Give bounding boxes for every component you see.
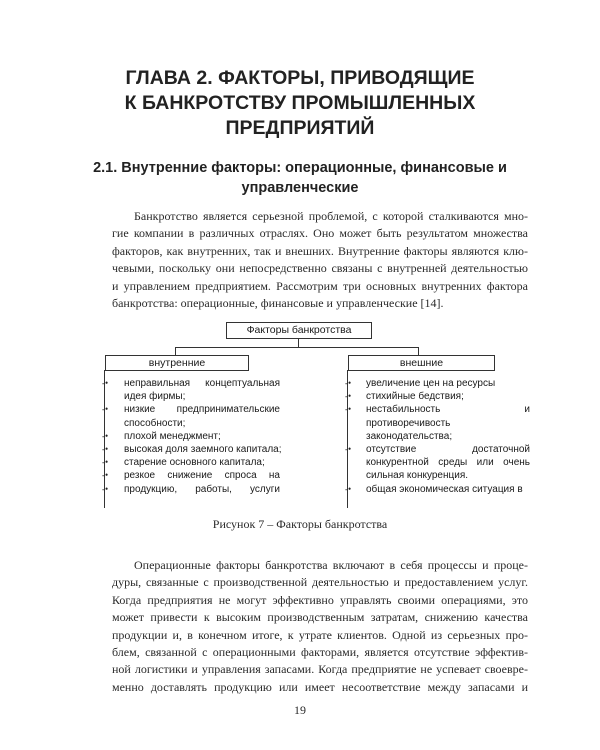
- external-list: [366, 377, 530, 496]
- list-item: общая экономическая ситуация в: [366, 483, 523, 495]
- bullet-arrow: -•: [102, 484, 109, 494]
- list-item: конкурентной среды или очень: [366, 457, 530, 469]
- list-item: старение основного капитала;: [124, 457, 265, 469]
- list-item: способности;: [124, 417, 186, 429]
- paragraph-line: может привести к высоким производственным затратам, снижению качества: [112, 610, 528, 625]
- chapter-title-line: ПРЕДПРИЯТИЙ: [225, 117, 375, 139]
- bullet-arrow: -•: [345, 444, 352, 454]
- chapter-title: [60, 66, 540, 141]
- root-label: Факторы банкротства: [246, 324, 352, 336]
- bullet-arrow: -•: [102, 470, 109, 480]
- paragraph-line: ной логистики и управления запасами. Когда предприятие не успевает своевре-: [112, 662, 528, 677]
- paragraph-line: Когда предприятия не могут эффективно управлять своими операциями, это: [112, 592, 528, 607]
- bullet-arrow: -•: [102, 444, 109, 454]
- figure-caption: Рисунок 7 – Факторы банкротства: [212, 517, 388, 531]
- paragraph-line: факторов, как внутренних, так и внешних. Внутренние факторы являются клю-: [112, 243, 528, 258]
- list-item: отсутствие достаточной: [366, 444, 530, 456]
- section-title-line: управленческие: [241, 180, 359, 196]
- internal-label: внутренние: [148, 357, 206, 369]
- list-item: увеличение цен на ресурсы: [366, 378, 496, 389]
- bullet-arrow: -•: [345, 378, 352, 388]
- paragraph-line: и управлением предприятием. Рассмотрим три основных внутренних фактора: [112, 278, 528, 293]
- external-label: внешние: [399, 357, 444, 369]
- list-item: высокая доля заемного капитала;: [124, 444, 282, 456]
- bullet-arrow: -•: [345, 404, 352, 414]
- intro-paragraph: [112, 208, 528, 312]
- list-item: низкие предпринимательские: [124, 404, 280, 416]
- section-title: [60, 158, 540, 198]
- bullet-arrow: -•: [345, 484, 352, 494]
- paragraph-line: менно доставлять продукцию или имеет несоответствие между запасами и: [112, 679, 528, 694]
- list-item: сильная конкуренция.: [366, 470, 469, 482]
- bullet-arrow: -•: [102, 431, 109, 441]
- paragraph-line: Банкротство является серьезной проблемой, с которой сталкиваются мно-: [134, 209, 528, 223]
- list-item: продукцию, работы, услуги: [124, 483, 280, 495]
- section-title-line: 2.1. Внутренние факторы: операционные, финансовые и: [93, 160, 507, 176]
- list-item: нестабильность и: [366, 404, 530, 416]
- bullet-arrow: -•: [102, 457, 109, 467]
- paragraph-line: продукции и, в конечном итоге, к утрате клиентов. Одной из серьезных про-: [112, 627, 528, 642]
- paragraph-line: дуры, связанные с производственной деятельностью и предоставлением услуг.: [112, 575, 528, 590]
- paragraph-line: блем, связанной с операционными факторами, является отсутствие эффектив-: [112, 645, 528, 660]
- list-item: законодательства;: [366, 430, 453, 442]
- external-box: [348, 355, 495, 371]
- paragraph-line: гие компании в различных отраслях. Оно может быть результатом множества: [112, 226, 528, 241]
- list-item: неправильная концептуальная: [124, 378, 280, 389]
- root-box: [226, 322, 372, 339]
- list-item: противоречивость: [366, 417, 451, 429]
- body-paragraph: [112, 557, 528, 696]
- list-item: идея фирмы;: [124, 391, 186, 403]
- paragraph-line: Операционные факторы банкротства включают в себя процессы и проце-: [134, 558, 528, 572]
- list-item: плохой менеджмент;: [124, 430, 221, 442]
- paragraph-line: банкротства: операционные, финансовые и управленческие [14].: [112, 296, 444, 311]
- list-item: стихийные бедствия;: [366, 391, 464, 403]
- chapter-title-line: К БАНКРОТСТВУ ПРОМЫШЛЕННЫХ: [124, 92, 476, 114]
- bullet-arrow: -•: [102, 378, 109, 388]
- list-item: резкое снижение спроса на: [124, 470, 280, 482]
- page-number: 19: [294, 703, 306, 717]
- internal-list: [124, 377, 280, 496]
- connector-line: [175, 347, 419, 348]
- chapter-title-line: ГЛАВА 2. ФАКТОРЫ, ПРИВОДЯЩИЕ: [125, 67, 475, 89]
- paragraph-line: чевыми, поскольку они непосредственно связаны с внутренней деятельностью: [112, 261, 528, 276]
- internal-box: [105, 355, 249, 371]
- bullet-arrow: -•: [345, 391, 352, 401]
- bullet-arrow: -•: [102, 404, 109, 414]
